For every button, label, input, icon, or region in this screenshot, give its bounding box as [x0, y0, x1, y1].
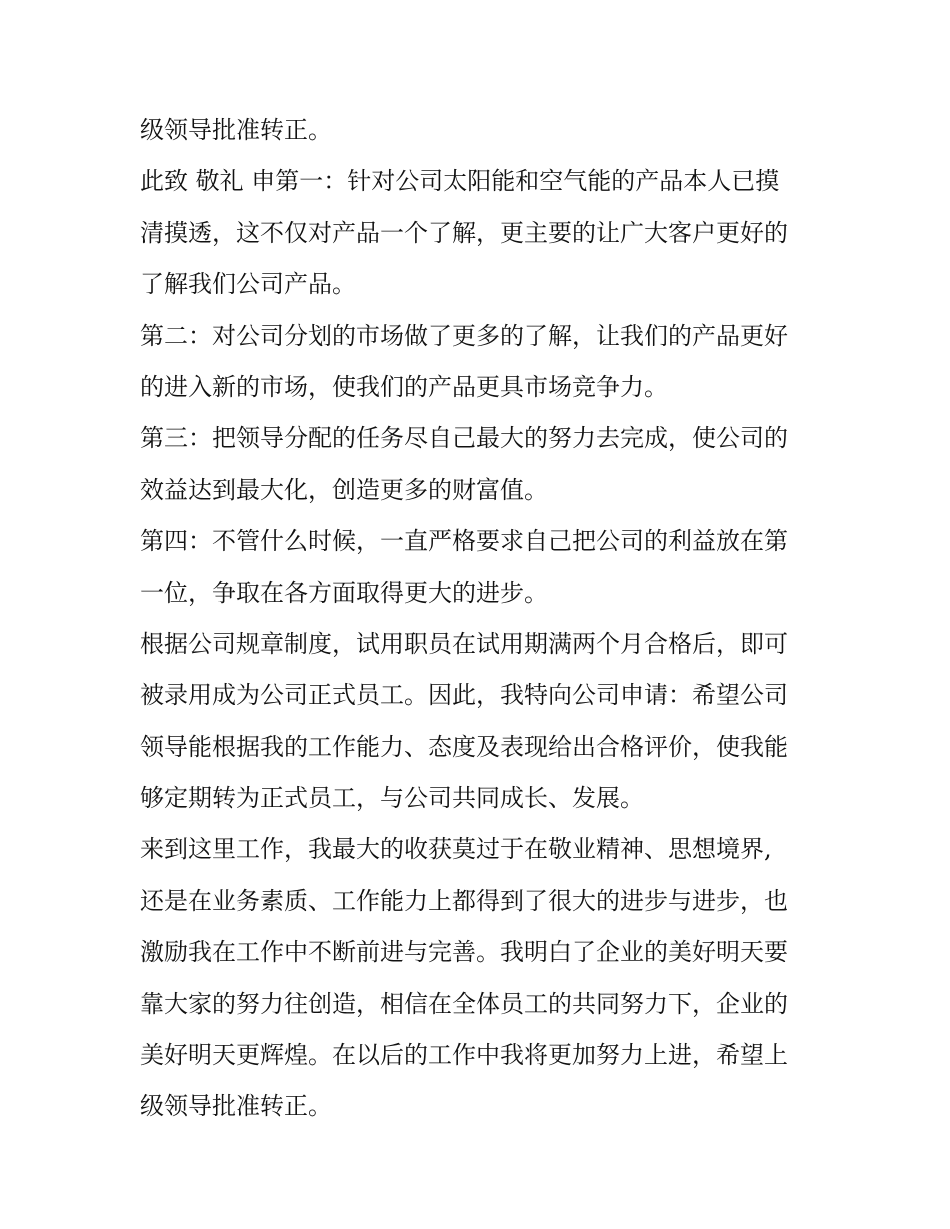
text-line: 此致 敬礼 申第一：针对公司太阳能和空气能的产品本人已摸	[140, 167, 780, 196]
text-line: 还是在业务素质、工作能力上都得到了很大的进步与进步，也	[140, 886, 788, 915]
text-line: 激励我在工作中不断前进与完善。我明白了企业的美好明天要	[140, 938, 788, 967]
text-line: 够定期转为正式员工，与公司共同成长、发展。	[140, 784, 644, 813]
text-line: 的进入新的市场，使我们的产品更具市场竞争力。	[140, 372, 668, 401]
text-line: 靠大家的努力往创造，相信在全体员工的共同努力下，企业的	[140, 989, 788, 1018]
text-line: 清摸透，这不仅对产品一个了解，更主要的让广大客户更好的	[140, 218, 788, 247]
text-line: 级领导批准转正。	[140, 116, 332, 144]
text-line: 第三：把领导分配的任务尽自己最大的努力去完成，使公司的	[140, 424, 788, 453]
text-line: 领导能根据我的工作能力、态度及表现给出合格评价，使我能	[140, 732, 788, 761]
text-line: 一位，争取在各方面取得更大的进步。	[140, 578, 548, 607]
text-line: 美好明天更辉煌。在以后的工作中我将更加努力上进，希望上	[140, 1041, 788, 1070]
text-line: 第二：对公司分划的市场做了更多的了解，让我们的产品更好	[140, 321, 788, 350]
text-line: 根据公司规章制度，试用职员在试用期满两个月合格后，即可	[140, 629, 788, 658]
text-line: 第四：不管什么时候，一直严格要求自己把公司的利益放在第	[140, 527, 788, 556]
text-line: 来到这里工作，我最大的收获莫过于在敬业精神、思想境界,	[140, 835, 772, 864]
text-line: 级领导批准转正。	[140, 1092, 332, 1121]
text-line: 效益达到最大化，创造更多的财富值。	[140, 475, 548, 504]
text-line: 被录用成为公司正式员工。因此，我特向公司申请：希望公司	[140, 681, 788, 710]
text-line: 了解我们公司产品。	[140, 270, 356, 299]
document-body	[140, 105, 812, 1133]
